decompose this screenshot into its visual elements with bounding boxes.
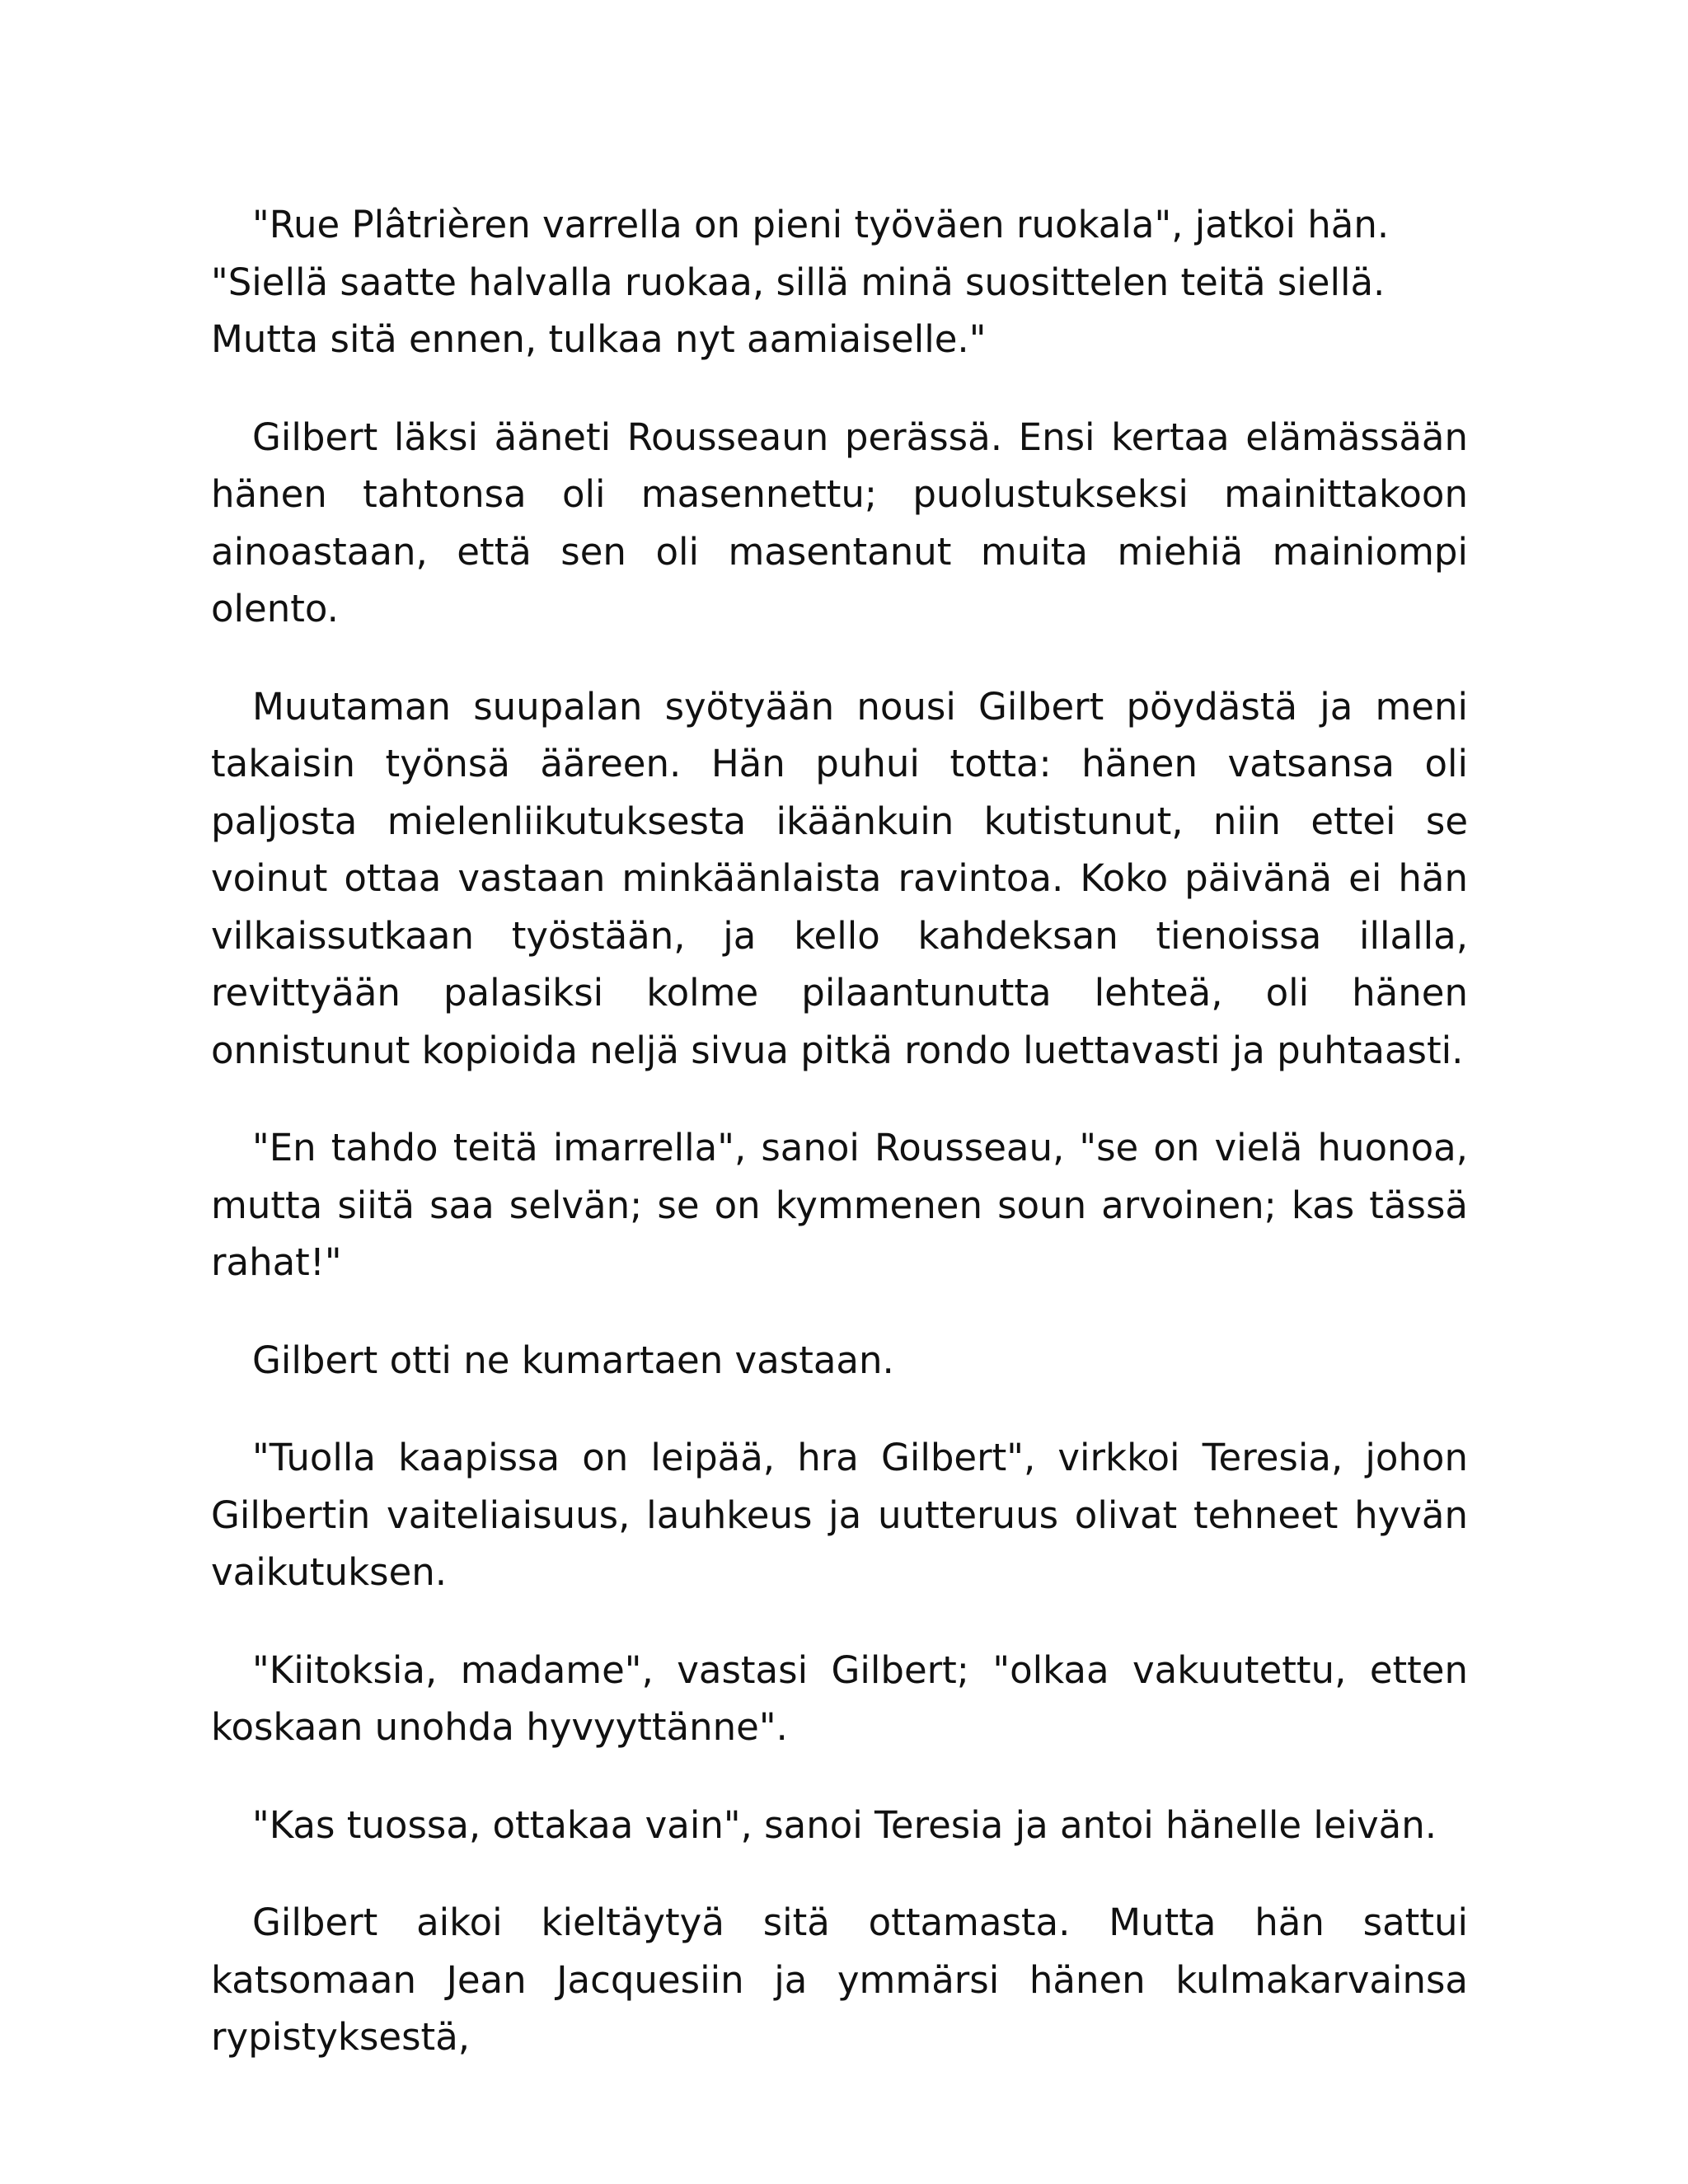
paragraph-9: Gilbert aikoi kieltäytyä sitä ottamasta. Mutta hän sattui katsomaan Jean Jacquesiin ja ymmärsi hänen kulmakarvainsa rypistyksestä, [211,1900,1468,2059]
paragraph-1: "Rue Plâtrièren varrella on pieni työväen ruokala", jatkoi hän. "Siellä saatte halvalla ruokaa, sillä minä suosittelen teitä siellä. Mutta sitä ennen, tulkaa nyt aamiaiselle." [211,203,1390,361]
paragraph-3: Muutaman suupalan syötyään nousi Gilbert pöydästä ja meni takaisin työnsä ääreen. Hän puhui totta: hänen vatsansa oli paljosta mielenliikutuksesta ikäänkuin kutistunut, niin ettei se voinut ottaa vastaan minkäänlaista ravintoa. Koko päivänä ei hän vilkaissutkaan työstään, ja kello kahdeksan tienoissa illalla, revittyään palasiksi kolme pilaantunutta lehteä, oli hänen onnistunut kopioida neljä sivua pitkä rondo luettavasti ja puhtaasti. [211,684,1468,1072]
paragraph-8: "Kas tuossa, ottakaa vain", sanoi Teresia ja antoi hänelle leivän. [252,1802,1437,1847]
paragraph-7: "Kiitoksia, madame", vastasi Gilbert; "olkaa vakuutettu, etten koskaan unohda hyvyyttänne". [211,1647,1468,1749]
paragraph-6: "Tuolla kaapissa on leipää, hra Gilbert", virkkoi Teresia, johon Gilbertin vaiteliaisuus, lauhkeus ja uutteruus olivat tehneet hyvän vaikutuksen. [211,1436,1468,1594]
document-body [211,196,1468,2066]
paragraph-4: "En tahdo teitä imarrella", sanoi Rousseau, "se on vielä huonoa, mutta siitä saa selvän; se on kymmenen soun arvoinen; kas tässä rahat!" [211,1126,1468,1284]
paragraph-2: Gilbert läksi ääneti Rousseaun perässä. Ensi kertaa elämässään hänen tahtonsa oli masennettu; puolustukseksi mainittakoon ainoastaan, että sen oli masentanut muita miehiä mainiompi olento. [211,415,1468,630]
paragraph-5: Gilbert otti ne kumartaen vastaan. [252,1338,894,1382]
